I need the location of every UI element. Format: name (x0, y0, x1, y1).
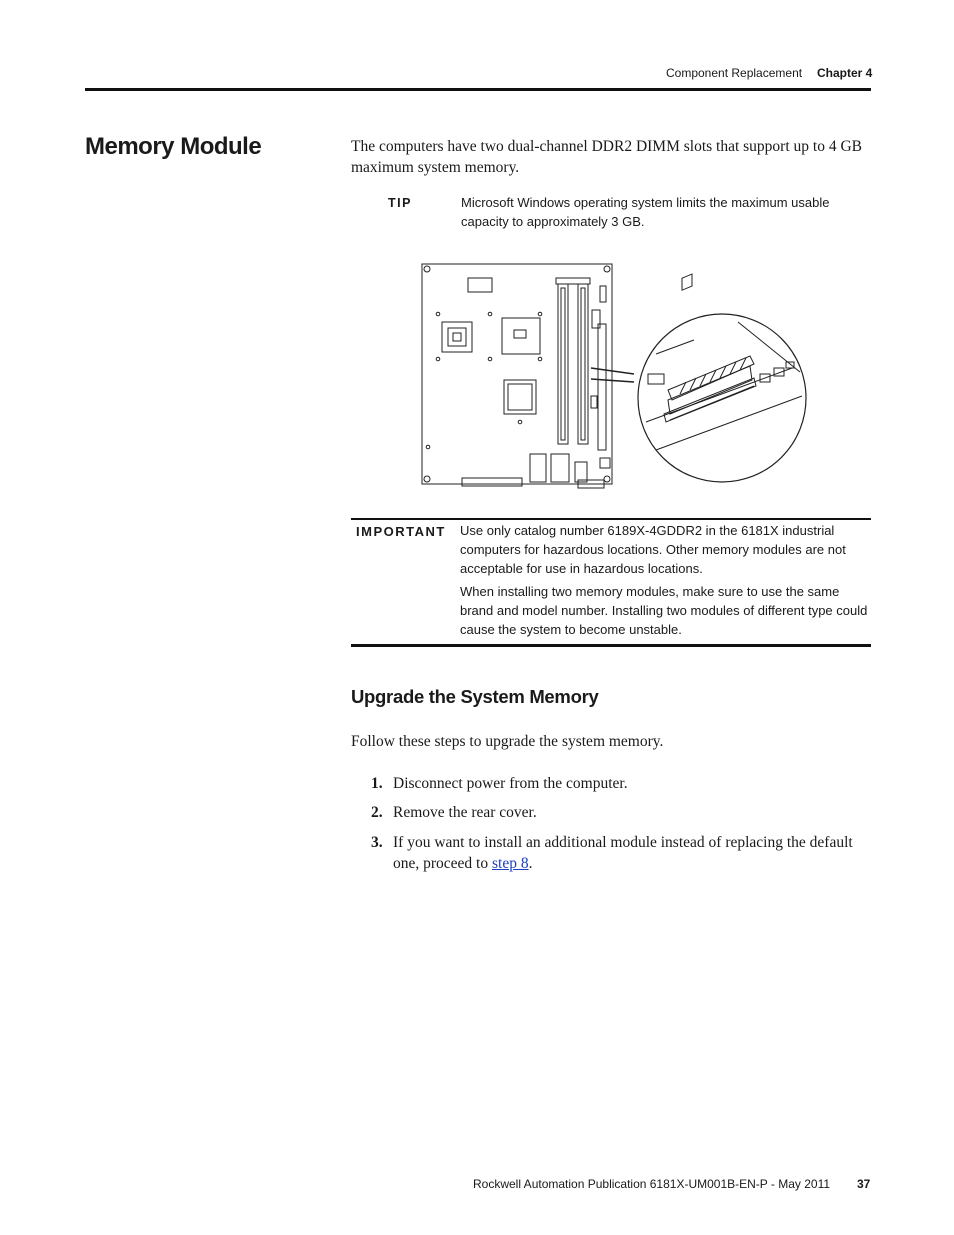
step-text-after: . (528, 854, 533, 872)
step-text (393, 833, 873, 874)
important-label: IMPORTANT (356, 524, 446, 539)
step-number: 1. (371, 775, 383, 792)
page-number: 37 (857, 1177, 871, 1191)
step-number: 3. (371, 834, 383, 851)
tip-label: TIP (388, 196, 412, 210)
motherboard-figure (420, 262, 812, 498)
step-8-link[interactable]: step 8 (492, 854, 529, 872)
step-text-before: If you want to install an additional module instead of replacing the default one, proceed to (393, 834, 853, 872)
important-paragraph-2: When installing two memory modules, make sure to use the same brand and model number. Installing two modules of different type could cause the system to become unstable. (460, 584, 868, 637)
important-bottom-rule (351, 644, 871, 647)
intro-paragraph: The computers have two dual-channel DDR2 DIMM slots that support up to 4 GB maximum system memory. (351, 138, 862, 176)
tip-text: Microsoft Windows operating system limits the maximum usable capacity to approximately 3 GB. (461, 195, 830, 229)
subsection-title: Upgrade the System Memory (351, 686, 599, 707)
header-rule (85, 88, 871, 91)
running-header-chapter: Chapter 4 (817, 66, 873, 80)
footer-publication: Rockwell Automation Publication 6181X-UM001B-EN-P - May 2011 (473, 1177, 831, 1191)
important-paragraph-1: Use only catalog number 6189X-4GDDR2 in the 6181X industrial computers for hazardous locations. Other memory modules are not acceptable for use in hazardous locations. (460, 523, 846, 576)
motherboard-illustration (420, 262, 812, 498)
running-header-section: Component Replacement (666, 66, 803, 80)
important-top-rule (351, 518, 871, 520)
follow-paragraph: Follow these steps to upgrade the system memory. (351, 733, 664, 750)
step-text: Remove the rear cover. (393, 804, 537, 821)
section-title: Memory Module (85, 133, 262, 160)
step-number: 2. (371, 804, 383, 821)
step-text: Disconnect power from the computer. (393, 775, 628, 792)
